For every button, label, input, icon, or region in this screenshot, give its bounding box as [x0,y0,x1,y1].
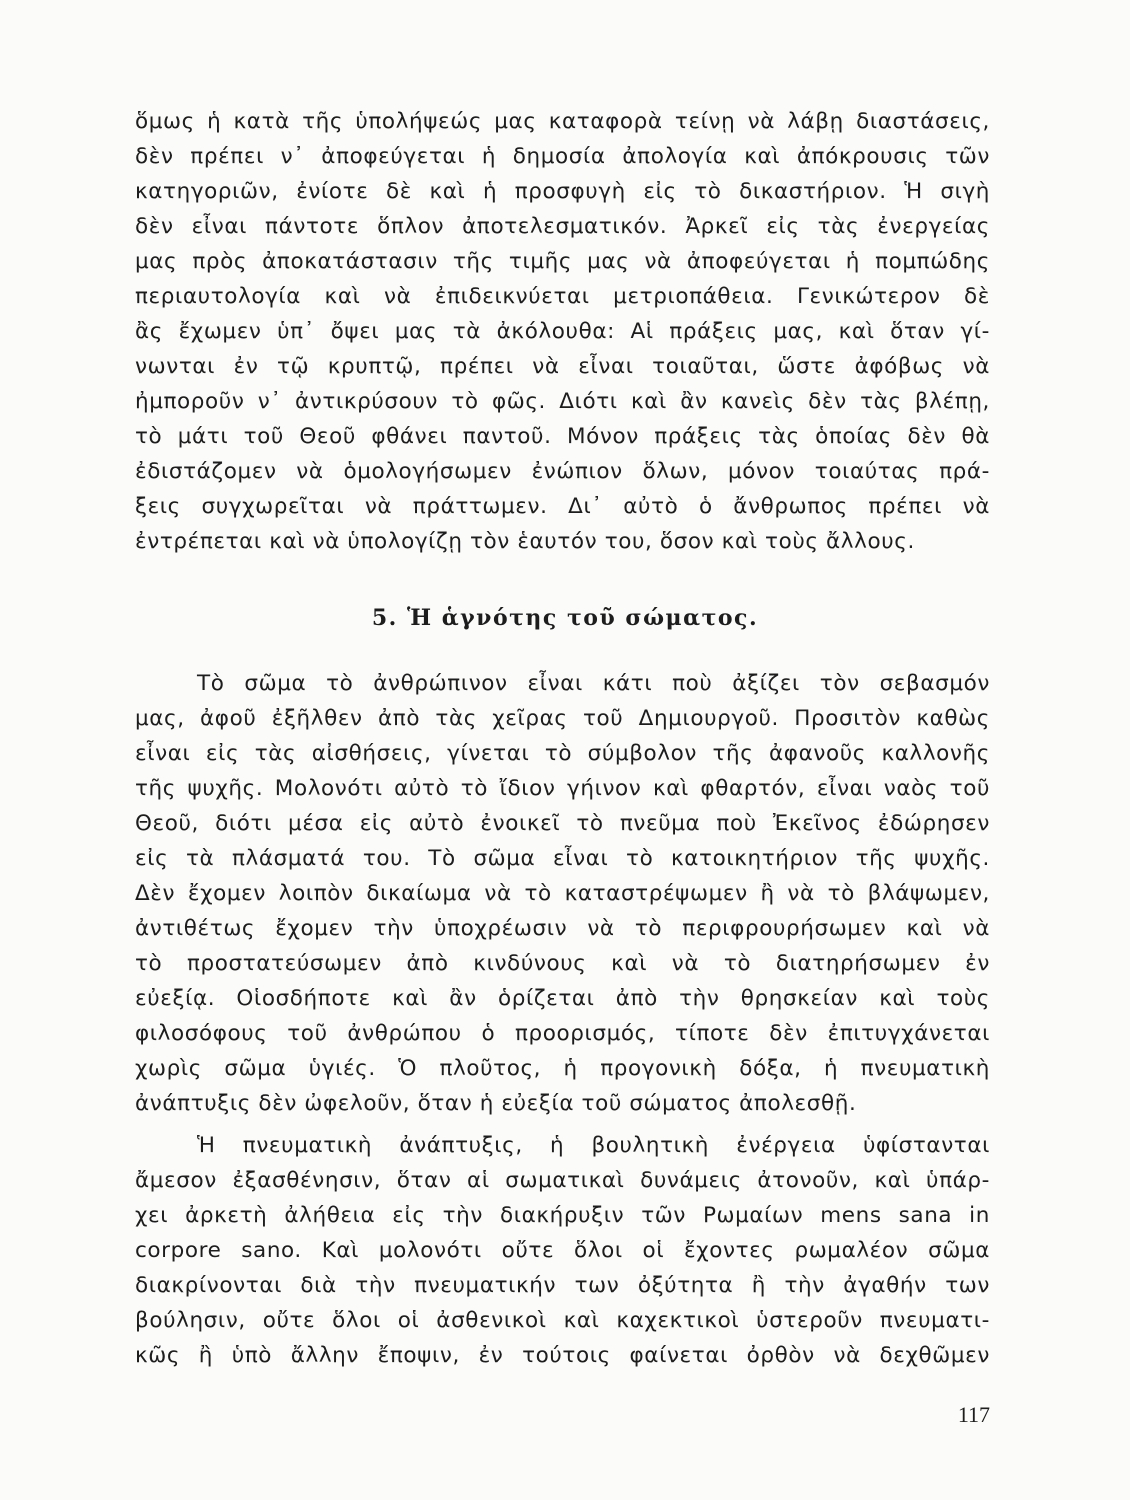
text-line: ὅμως ἡ κατὰ τῆς ὑπολήψεώς μας καταφορὰ τείνῃ νὰ λάβῃ διαστάσεις, [135,109,990,134]
text-line: κῶς ἢ ὑπὸ ἄλλην ἔποψιν, ἐν τούτοις φαίνεται ὀρθὸν νὰ δεχθῶμεν [135,1343,990,1368]
text-line: εὐεξίᾳ. Οἱοσδήποτε καὶ ἂν ὁρίζεται ἀπὸ τὴν θρησκείαν καὶ τοὺς [135,986,990,1011]
text-line: τῆς ψυχῆς. Μολονότι αὐτὸ τὸ ἴδιον γήινον καὶ φθαρτόν, εἶναι ναὸς τοῦ [135,776,990,801]
text-line: μας πρὸς ἀποκατάστασιν τῆς τιμῆς μας νὰ ἀποφεύγεται ἡ πομπώδης [135,249,990,274]
text-line: κατηγοριῶν, ἐνίοτε δὲ καὶ ἡ προσφυγὴ εἰς τὸ δικαστήριον. Ἡ σιγὴ [135,179,990,204]
text-line: διακρίνονται διὰ τὴν πνευματικήν των ὀξύτητα ἢ τὴν ἀγαθήν των [135,1273,990,1298]
paragraph-mind-body [135,1128,990,1373]
text-line: ἐδιστάζομεν νὰ ὁμολογήσωμεν ἐνώπιον ὅλων, μόνον τοιαύτας πρά- [135,459,990,484]
text-line: ξεις συγχωρεῖται νὰ πράττωμεν. Δι᾽ αὐτὸ ὁ ἄνθρωπος πρέπει νὰ [135,494,990,519]
text-line: εἶναι εἰς τὰς αἰσθήσεις, γίνεται τὸ σύμβολον τῆς ἀφανοῦς καλλονῆς [135,741,990,766]
text-line: ἂς ἔχωμεν ὑπ᾽ ὄψει μας τὰ ἀκόλουθα: Αἱ πράξεις μας, καὶ ὅταν γί- [135,319,990,344]
text-line: δὲν πρέπει ν᾽ ἀποφεύγεται ἡ δημοσία ἀπολογία καὶ ἀπόκρουσις τῶν [135,144,990,169]
text-line: ἀντιθέτως ἔχομεν τὴν ὑποχρέωσιν νὰ τὸ περιφρουρήσωμεν καὶ νὰ [135,916,990,941]
text-line: περιαυτολογία καὶ νὰ ἐπιδεικνύεται μετριοπάθεια. Γενικώτερον δὲ [135,284,990,309]
text-line: εἰς τὰ πλάσματά του. Τὸ σῶμα εἶναι τὸ κατοικητήριον τῆς ψυχῆς. [135,846,990,871]
text-line: βούλησιν, οὔτε ὅλοι οἱ ἀσθενικοὶ καὶ καχεκτικοὶ ὑστεροῦν πνευματι- [135,1308,990,1333]
text-line: Δὲν ἔχομεν λοιπὸν δικαίωμα νὰ τὸ καταστρέψωμεν ἢ νὰ τὸ βλάψωμεν, [135,881,990,906]
text-line: νωνται ἐν τῷ κρυπτῷ, πρέπει νὰ εἶναι τοιαῦται, ὥστε ἀφόβως νὰ [135,354,990,379]
text-line: τὸ μάτι τοῦ Θεοῦ φθάνει παντοῦ. Μόνον πράξεις τὰς ὁποίας δὲν θὰ [135,424,990,449]
paragraph-body-sanctity [135,666,990,1121]
text-line: ἄμεσον ἐξασθένησιν, ὅταν αἱ σωματικαὶ δυνάμεις ἀτονοῦν, καὶ ὑπάρ- [135,1168,990,1193]
text-line: μας, ἀφοῦ ἐξῆλθεν ἀπὸ τὰς χεῖρας τοῦ Δημιουργοῦ. Προσιτὸν καθὼς [135,706,990,731]
text-line: Τὸ σῶμα τὸ ἀνθρώπινον εἶναι κάτι ποὺ ἀξίζει τὸν σεβασμόν [197,671,990,696]
text-line: Ἡ πνευματικὴ ἀνάπτυξις, ἡ βουλητικὴ ἐνέργεια ὑφίστανται [197,1133,990,1158]
text-line: Θεοῦ, διότι μέσα εἰς αὐτὸ ἐνοικεῖ τὸ πνεῦμα ποὺ Ἐκεῖνος ἐδώρησεν [135,811,990,836]
text-line: φιλοσόφους τοῦ ἀνθρώπου ὁ προορισμός, τίποτε δὲν ἐπιτυγχάνεται [135,1021,990,1046]
text-line: δὲν εἶναι πάντοτε ὅπλον ἀποτελεσματικόν. Ἀρκεῖ εἰς τὰς ἐνεργείας [135,214,990,239]
text-line: ἐντρέπεται καὶ νὰ ὑπολογίζῃ τὸν ἑαυτόν του, ὅσον καὶ τοὺς ἄλλους. [135,529,915,554]
page-number: 117 [957,1402,990,1427]
text-line: ἠμποροῦν ν᾽ ἀντικρύσουν τὸ φῶς. Διότι καὶ ἂν κανεὶς δὲν τὰς βλέπῃ, [135,389,990,414]
text-line: χωρὶς σῶμα ὑγιές. Ὁ πλοῦτος, ἡ προγονικὴ δόξα, ἡ πνευματικὴ [135,1056,990,1081]
text-line: χει ἀρκετὴ ἀλήθεια εἰς τὴν διακήρυξιν τῶν Ρωμαίων mens sana in [135,1203,990,1228]
text-line: ἀνάπτυξις δὲν ὠφελοῦν, ὅταν ἡ εὐεξία τοῦ σώματος ἀπολεσθῇ. [135,1091,857,1116]
section-heading: 5. Ἡ ἁγνότης τοῦ σώματος. [371,605,759,631]
text-line: τὸ προστατεύσωμεν ἀπὸ κινδύνους καὶ νὰ τὸ διατηρήσωμεν ἐν [135,951,990,976]
paragraph-continuation [135,104,990,559]
text-line: corpore sano. Καὶ μολονότι οὔτε ὅλοι οἱ ἔχοντες ρωμαλέον σῶμα [135,1238,990,1263]
